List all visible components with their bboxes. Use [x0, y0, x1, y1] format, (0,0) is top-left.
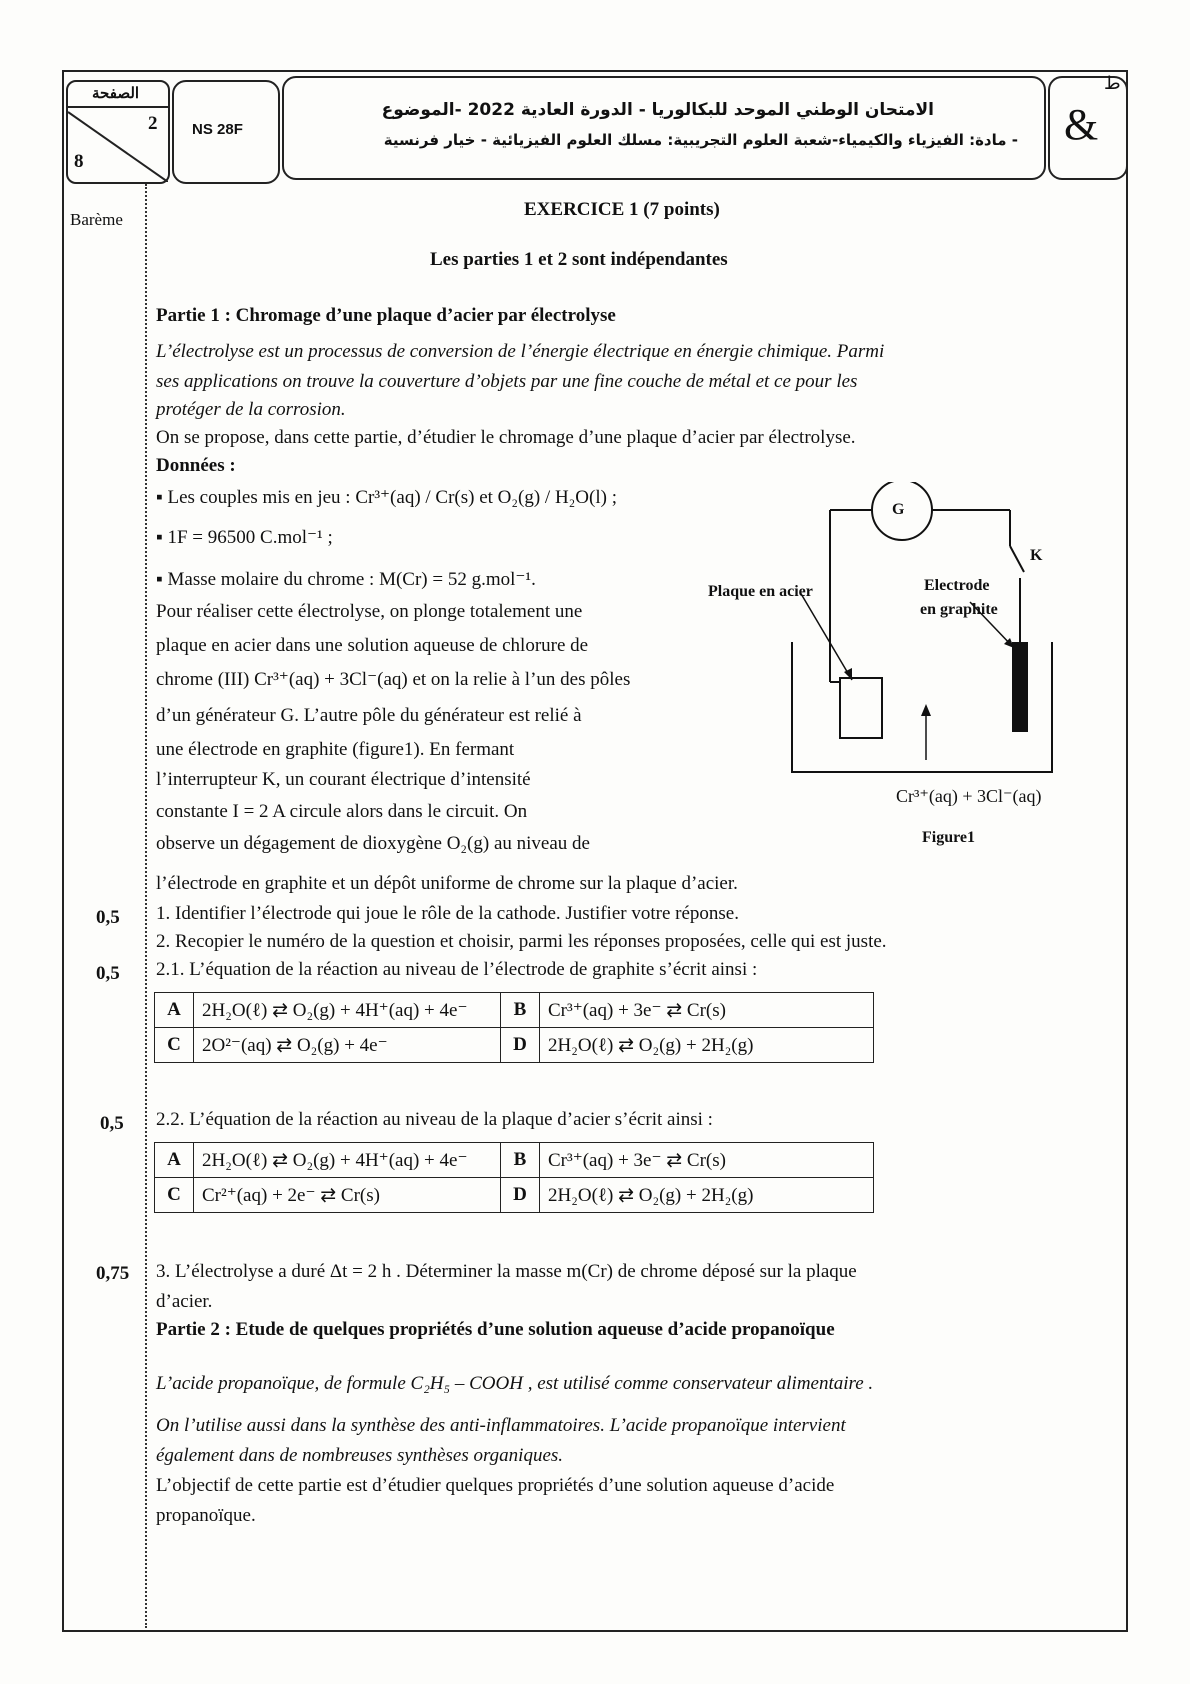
logo-box [1048, 73, 1128, 180]
question-2: 2. Recopier le numéro de la question et choisir, parmi les réponses proposées, celle qui est juste. [156, 931, 887, 952]
para-line-7: constante I = 2 A circule alors dans le circuit. On [156, 801, 528, 822]
exercise-title: EXERCICE 1 (7 points) [524, 199, 720, 220]
generator-label: G [892, 501, 905, 518]
intro-line-3: protéger de la corrosion. [156, 399, 346, 420]
partie-2-title: Partie 2 : Etude de quelques propriétés d’une solution aqueuse d’acide propanoïque [156, 1319, 835, 1340]
margin-divider [145, 184, 147, 1628]
figure-caption: Figure1 [922, 829, 976, 846]
page-total: 8 [74, 151, 84, 172]
electrode-label-1: Electrode [924, 577, 990, 594]
data-molar-mass: ▪ Masse molaire du chrome : M(Cr) = 52 g.mol⁻¹. [156, 569, 536, 590]
q3-points: 0,75 [96, 1263, 130, 1284]
question-3-line-1: 3. L’électrolyse a duré Δt = 2 h . Déterminer la masse m(Cr) de chrome déposé sur la plaque [156, 1261, 857, 1282]
option-letter: C [155, 1178, 194, 1213]
question-3-line-2: d’acier. [156, 1291, 213, 1312]
partie-2-line-5: propanoïque. [156, 1505, 256, 1526]
question-1: 1. Identifier l’électrode qui joue le rôle de la cathode. Justifier votre réponse. [156, 903, 739, 924]
steel-plate [840, 678, 882, 738]
option-equation: Cr³⁺(aq) + 3e⁻ ⇄ Cr(s) [540, 1143, 874, 1178]
partie-1-title: Partie 1 : Chromage d’une plaque d’acier par électrolyse [156, 305, 616, 326]
table-row [155, 1028, 874, 1063]
question-2-2: 2.2. L’équation de la réaction au niveau de la plaque d’acier s’écrit ainsi : [156, 1109, 713, 1130]
bareme-label: Barème [70, 210, 123, 229]
switch-label: K [1030, 547, 1043, 564]
option-equation: 2H₂O(ℓ) ⇄ O₂(g) + 4H⁺(aq) + 4e⁻ [194, 993, 501, 1028]
q21-points: 0,5 [96, 963, 120, 984]
para-line-8: observe un dégagement de dioxygène O₂(g) au niveau de [156, 833, 590, 854]
option-equation: Cr³⁺(aq) + 3e⁻ ⇄ Cr(s) [540, 993, 874, 1028]
switch-symbol [1010, 546, 1024, 572]
table-row [155, 1143, 874, 1178]
option-equation: 2H₂O(ℓ) ⇄ O₂(g) + 2H₂(g) [540, 1178, 874, 1213]
para-line-9: l’électrode en graphite et un dépôt uniforme de chrome sur la plaque d’acier. [156, 873, 738, 894]
graphite-electrode [1012, 642, 1028, 732]
partie-2-line-2: On l’utilise aussi dans la synthèse des anti-inflammatoires. L’acide propanoïque intervient [156, 1415, 846, 1436]
option-equation: Cr²⁺(aq) + 2e⁻ ⇄ Cr(s) [194, 1178, 501, 1213]
partie-2-line-1: L’acide propanoïque, de formule C₂H₅ – COOH , est utilisé comme conservateur alimentaire . [156, 1373, 874, 1394]
option-letter: A [155, 1143, 194, 1178]
q22-points: 0,5 [100, 1113, 124, 1134]
plate-label: Plaque en acier [708, 583, 813, 600]
corner-mark: ط [1104, 73, 1121, 94]
option-letter: B [501, 993, 540, 1028]
para-line-1: Pour réaliser cette électrolyse, on plonge totalement une [156, 601, 583, 622]
exam-code: NS 28F [192, 121, 243, 138]
exam-title-box [282, 76, 1046, 180]
data-couples: ▪ Les couples mis en jeu : Cr³⁺(aq) / Cr(s) et O₂(g) / H₂O(l) ; [156, 487, 617, 508]
electrode-label-2: en graphite [920, 601, 998, 618]
exam-code-box [172, 80, 280, 184]
option-letter: B [501, 1143, 540, 1178]
data-faraday: ▪ 1F = 96500 C.mol⁻¹ ; [156, 527, 333, 548]
partie-2-line-3: également dans de nombreuses synthèses organiques. [156, 1445, 564, 1466]
answers-table-2-1 [154, 992, 874, 1063]
logo: & [1064, 100, 1099, 149]
para-line-4: d’un générateur G. L’autre pôle du générateur est relié à [156, 705, 582, 726]
question-2-1: 2.1. L’équation de la réaction au niveau de l’électrode de graphite s’écrit ainsi : [156, 959, 758, 980]
option-equation: 2O²⁻(aq) ⇄ O₂(g) + 4e⁻ [194, 1028, 501, 1063]
option-letter: D [501, 1028, 540, 1063]
page-number: 2 [148, 113, 158, 134]
table-row [155, 1178, 874, 1213]
exercise-subtitle: Les parties 1 et 2 sont indépendantes [430, 249, 728, 270]
para-line-6: l’interrupteur K, un courant électrique d’intensité [156, 769, 531, 790]
option-letter: C [155, 1028, 194, 1063]
option-equation: 2H₂O(ℓ) ⇄ O₂(g) + 2H₂(g) [540, 1028, 874, 1063]
solution-label: Cr³⁺(aq) + 3Cl⁻(aq) [896, 786, 1042, 806]
donnees-heading: Données : [156, 455, 236, 476]
intro-line-1: L’électrolyse est un processus de conversion de l’énergie électrique en énergie chimique. Parmi [156, 341, 885, 362]
page-number-box [66, 80, 170, 184]
q1-points: 0,5 [96, 907, 120, 928]
para-line-3: chrome (III) Cr³⁺(aq) + 3Cl⁻(aq) et on la relie à l’un des pôles [156, 669, 631, 690]
table-row [155, 993, 874, 1028]
option-equation: 2H₂O(ℓ) ⇄ O₂(g) + 4H⁺(aq) + 4e⁻ [194, 1143, 501, 1178]
para-line-2: plaque en acier dans une solution aqueuse de chlorure de [156, 635, 589, 656]
intro-line-2: ses applications on trouve la couverture d’objets par une fine couche de métal et ce pour les [156, 371, 858, 392]
exam-title-line-1: الامتحان الوطني الموحد للبكالوريا - الدورة العادية 2022 -الموضوع [381, 100, 934, 120]
option-letter: D [501, 1178, 540, 1213]
aim-text: On se propose, dans cette partie, d’étudier le chromage d’une plaque d’acier par électrolyse. [156, 427, 856, 448]
page-label: الصفحة [92, 86, 140, 102]
answers-table-2-2 [154, 1142, 874, 1213]
para-line-5: une électrode en graphite (figure1). En fermant [156, 739, 515, 760]
partie-2-line-4: L’objectif de cette partie est d’étudier quelques propriétés d’une solution aqueuse d’acide [156, 1475, 835, 1496]
option-letter: A [155, 993, 194, 1028]
exam-title-line-2: - مادة: الفيزياء والكيمياء-شعبة العلوم التجريبية: مسلك العلوم الفيزيائية - خيار فرنسية [383, 131, 1018, 149]
